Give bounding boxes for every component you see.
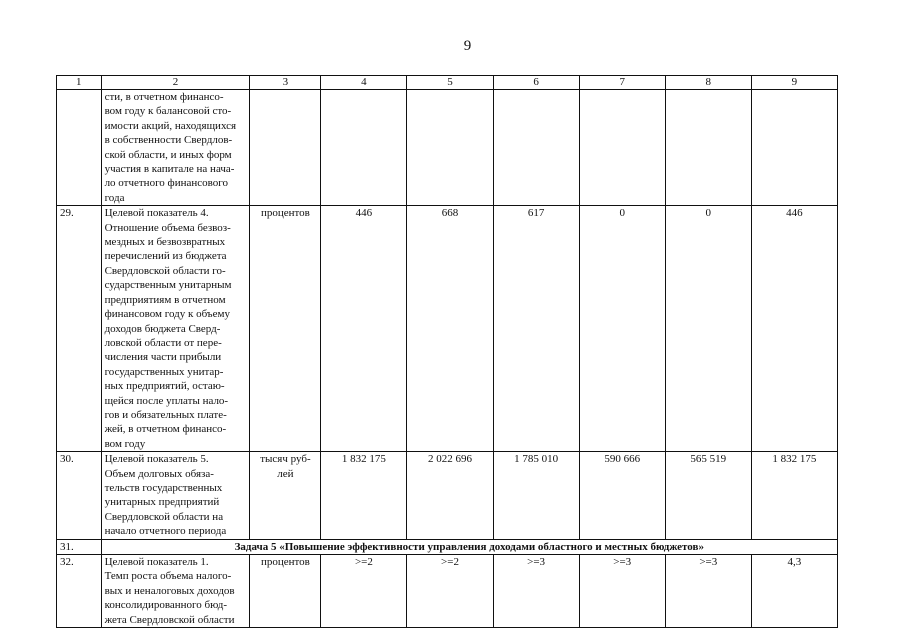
row-number-cell: 31. <box>57 539 102 554</box>
table-row <box>57 206 838 452</box>
value-cell <box>751 90 837 206</box>
text-line: тысяч руб- <box>260 453 311 466</box>
text-line: государственных унитар- <box>104 365 224 378</box>
value-cell <box>665 90 751 206</box>
text-line: Отношение объема безвоз- <box>104 221 231 234</box>
unit-cell <box>250 555 321 628</box>
column-header: 9 <box>751 76 837 90</box>
text-line: предприятиям в отчетном <box>104 293 226 306</box>
value-cell <box>579 90 665 206</box>
value-cell: 2 022 696 <box>407 452 493 539</box>
text-line: ловской области от пере- <box>104 336 222 349</box>
text-line: вом году к балансовой сто- <box>104 105 232 118</box>
text-line: доходов бюджета Сверд- <box>104 322 221 335</box>
column-header: 6 <box>493 76 579 90</box>
text-line: перечислений из бюджета <box>104 250 227 263</box>
text-line: ской области, и иных форм <box>104 148 232 161</box>
value-cell: 590 666 <box>579 452 665 539</box>
column-header: 7 <box>579 76 665 90</box>
indicator-description <box>101 206 250 452</box>
unit-cell <box>250 90 321 206</box>
value-cell: >=3 <box>579 555 665 628</box>
text-line: лей <box>277 467 294 480</box>
text-line: тельств государственных <box>104 481 223 494</box>
text-line: сударственным унитарным <box>104 279 232 292</box>
value-cell: 617 <box>493 206 579 452</box>
text-line: консолидированного бюд- <box>104 599 228 612</box>
text-line: имости акций, находящихся <box>104 119 237 132</box>
text-line: вых и неналоговых доходов <box>104 584 235 597</box>
value-cell: >=2 <box>407 555 493 628</box>
text-line: Целевой показатель 4. <box>104 207 209 220</box>
value-cell: 446 <box>321 206 407 452</box>
task-row <box>57 539 838 554</box>
indicators-table <box>56 75 838 628</box>
table-row <box>57 452 838 539</box>
page-number: 9 <box>463 38 472 54</box>
value-cell: 1 832 175 <box>321 452 407 539</box>
header-row <box>57 76 838 90</box>
text-line: вом году <box>104 437 146 450</box>
value-cell: 0 <box>579 206 665 452</box>
text-line: числения части прибыли <box>104 351 222 364</box>
value-cell: 0 <box>665 206 751 452</box>
text-line: ных предприятий, остаю- <box>104 380 225 393</box>
text-line: Объем долговых обяза- <box>104 467 214 480</box>
value-cell: 565 519 <box>665 452 751 539</box>
column-header: 2 <box>101 76 250 90</box>
column-header: 3 <box>250 76 321 90</box>
column-header: 8 <box>665 76 751 90</box>
row-number-cell <box>57 90 102 206</box>
text-line: мездных и безвозвратных <box>104 236 226 249</box>
row-number-cell: 32. <box>57 555 102 628</box>
text-line: в собственности Свердлов- <box>104 134 233 147</box>
text-line: процентов <box>260 556 310 568</box>
value-cell <box>321 90 407 206</box>
text-line: сти, в отчетном финансо- <box>104 91 224 103</box>
text-line: Свердловской области на <box>104 510 224 523</box>
text-line: Темп роста объема налого- <box>104 570 232 583</box>
row-number-cell: 29. <box>57 206 102 452</box>
text-line: года <box>104 191 125 204</box>
text-line: Целевой показатель 5. <box>104 453 209 466</box>
indicator-description <box>101 452 250 539</box>
task-title: Задача 5 «Повышение эффективности управления доходами областного и местных бюджетов» <box>101 539 837 554</box>
table-row <box>57 555 838 628</box>
value-cell: 446 <box>751 206 837 452</box>
indicator-description <box>101 90 250 206</box>
text-line: Свердловской области го- <box>104 264 226 277</box>
text-line: финансовом году к объему <box>104 308 230 321</box>
unit-cell <box>250 206 321 452</box>
column-header: 1 <box>57 76 102 90</box>
value-cell: >=2 <box>321 555 407 628</box>
indicator-description <box>101 555 250 628</box>
column-header: 4 <box>321 76 407 90</box>
text-line: участия в капитале на нача- <box>104 163 235 176</box>
text-line: начало отчетного периода <box>104 525 227 538</box>
value-cell: 4,3 <box>751 555 837 628</box>
text-line: ло отчетного финансового <box>104 177 228 190</box>
text-line: жета Свердловской области <box>104 613 235 626</box>
text-line: унитарных предприятий <box>104 496 220 509</box>
value-cell <box>493 90 579 206</box>
value-cell: >=3 <box>665 555 751 628</box>
text-line: процентов <box>260 207 310 220</box>
text-line: гов и обязательных плате- <box>104 408 227 421</box>
value-cell: 668 <box>407 206 493 452</box>
value-cell: 1 832 175 <box>751 452 837 539</box>
value-cell <box>407 90 493 206</box>
row-number-cell: 30. <box>57 452 102 539</box>
text-line: жей, в отчетном финансо- <box>104 423 227 436</box>
unit-cell <box>250 452 321 539</box>
value-cell: >=3 <box>493 555 579 628</box>
text-line: щейся после уплаты нало- <box>104 394 229 407</box>
table-row-continuation <box>57 90 838 206</box>
text-line: Целевой показатель 1. <box>104 556 209 568</box>
value-cell: 1 785 010 <box>493 452 579 539</box>
column-header: 5 <box>407 76 493 90</box>
